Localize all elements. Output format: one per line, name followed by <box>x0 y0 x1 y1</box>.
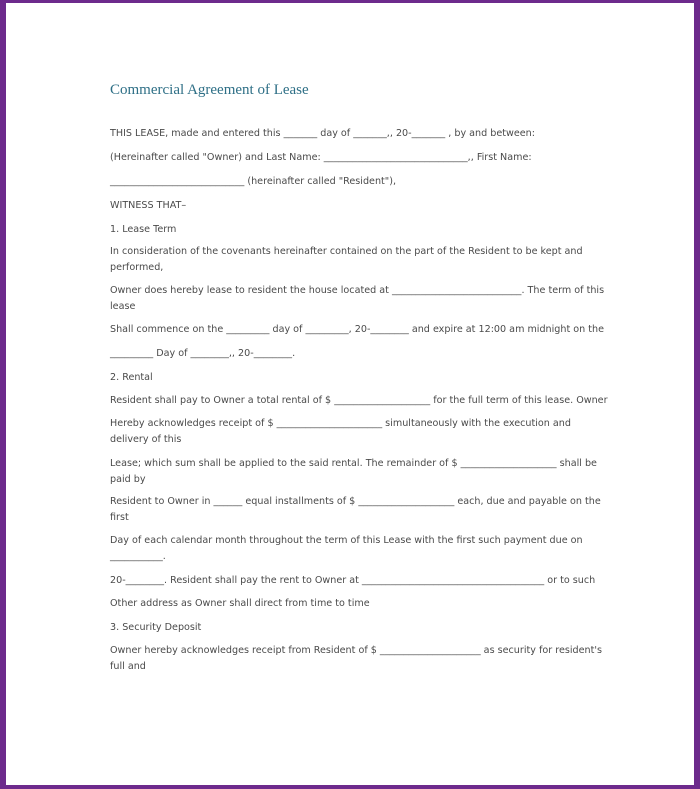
paragraph-total-rental: Resident shall pay to Owner a total rental of $ ____________________ for the full term of this lease. Owner <box>110 395 608 406</box>
paragraph-other-address: Other address as Owner shall direct from time to time <box>110 598 370 609</box>
paragraph-monthly-payment: Day of each calendar month throughout the term of this Lease with the first such payment due on ___________. <box>110 535 583 562</box>
paragraph-remainder: Lease; which sum shall be applied to the said rental. The remainder of $ ____________________ shall be paid by <box>110 458 597 485</box>
paragraph-expire-date: _________ Day of ________,, 20-________. <box>110 348 296 359</box>
intro-line: THIS LEASE, made and entered this _______ day of _______,, 20-_______ , by and between: <box>110 128 535 139</box>
resident-line: ____________________________ (hereinafter called "Resident"), <box>110 176 396 187</box>
paragraph-rent-address: 20-________. Resident shall pay the rent to Owner at ______________________________________ or to such <box>110 575 596 586</box>
witness-heading: WITNESS THAT– <box>110 200 187 211</box>
owner-line: (Hereinafter called "Owner) and Last Name: ______________________________,, First Name: <box>110 152 532 163</box>
paragraph-receipt: Hereby acknowledges receipt of $ ______________________ simultaneously with the execution and delivery of this <box>110 418 571 445</box>
paragraph-commence: Shall commence on the _________ day of _________, 20-________ and expire at 12:00 am midnight on the <box>110 324 605 335</box>
paragraph-house-location: Owner does hereby lease to resident the house located at ___________________________. The term of this lease <box>110 285 605 312</box>
paragraph-installments: Resident to Owner in ______ equal installments of $ ____________________ each, due and payable on the first <box>110 496 601 523</box>
paragraph-consideration: In consideration of the covenants hereinafter contained on the part of the Resident to be kept and performed, <box>110 246 583 273</box>
section-heading-rental: 2. Rental <box>110 372 153 383</box>
section-heading-lease-term: 1. Lease Term <box>110 224 177 235</box>
paragraph-security-deposit: Owner hereby acknowledges receipt from Resident of $ _____________________ as security for resident's full and <box>110 645 602 672</box>
document-title: Commercial Agreement of Lease <box>110 82 309 98</box>
section-heading-security-deposit: 3. Security Deposit <box>110 622 202 633</box>
